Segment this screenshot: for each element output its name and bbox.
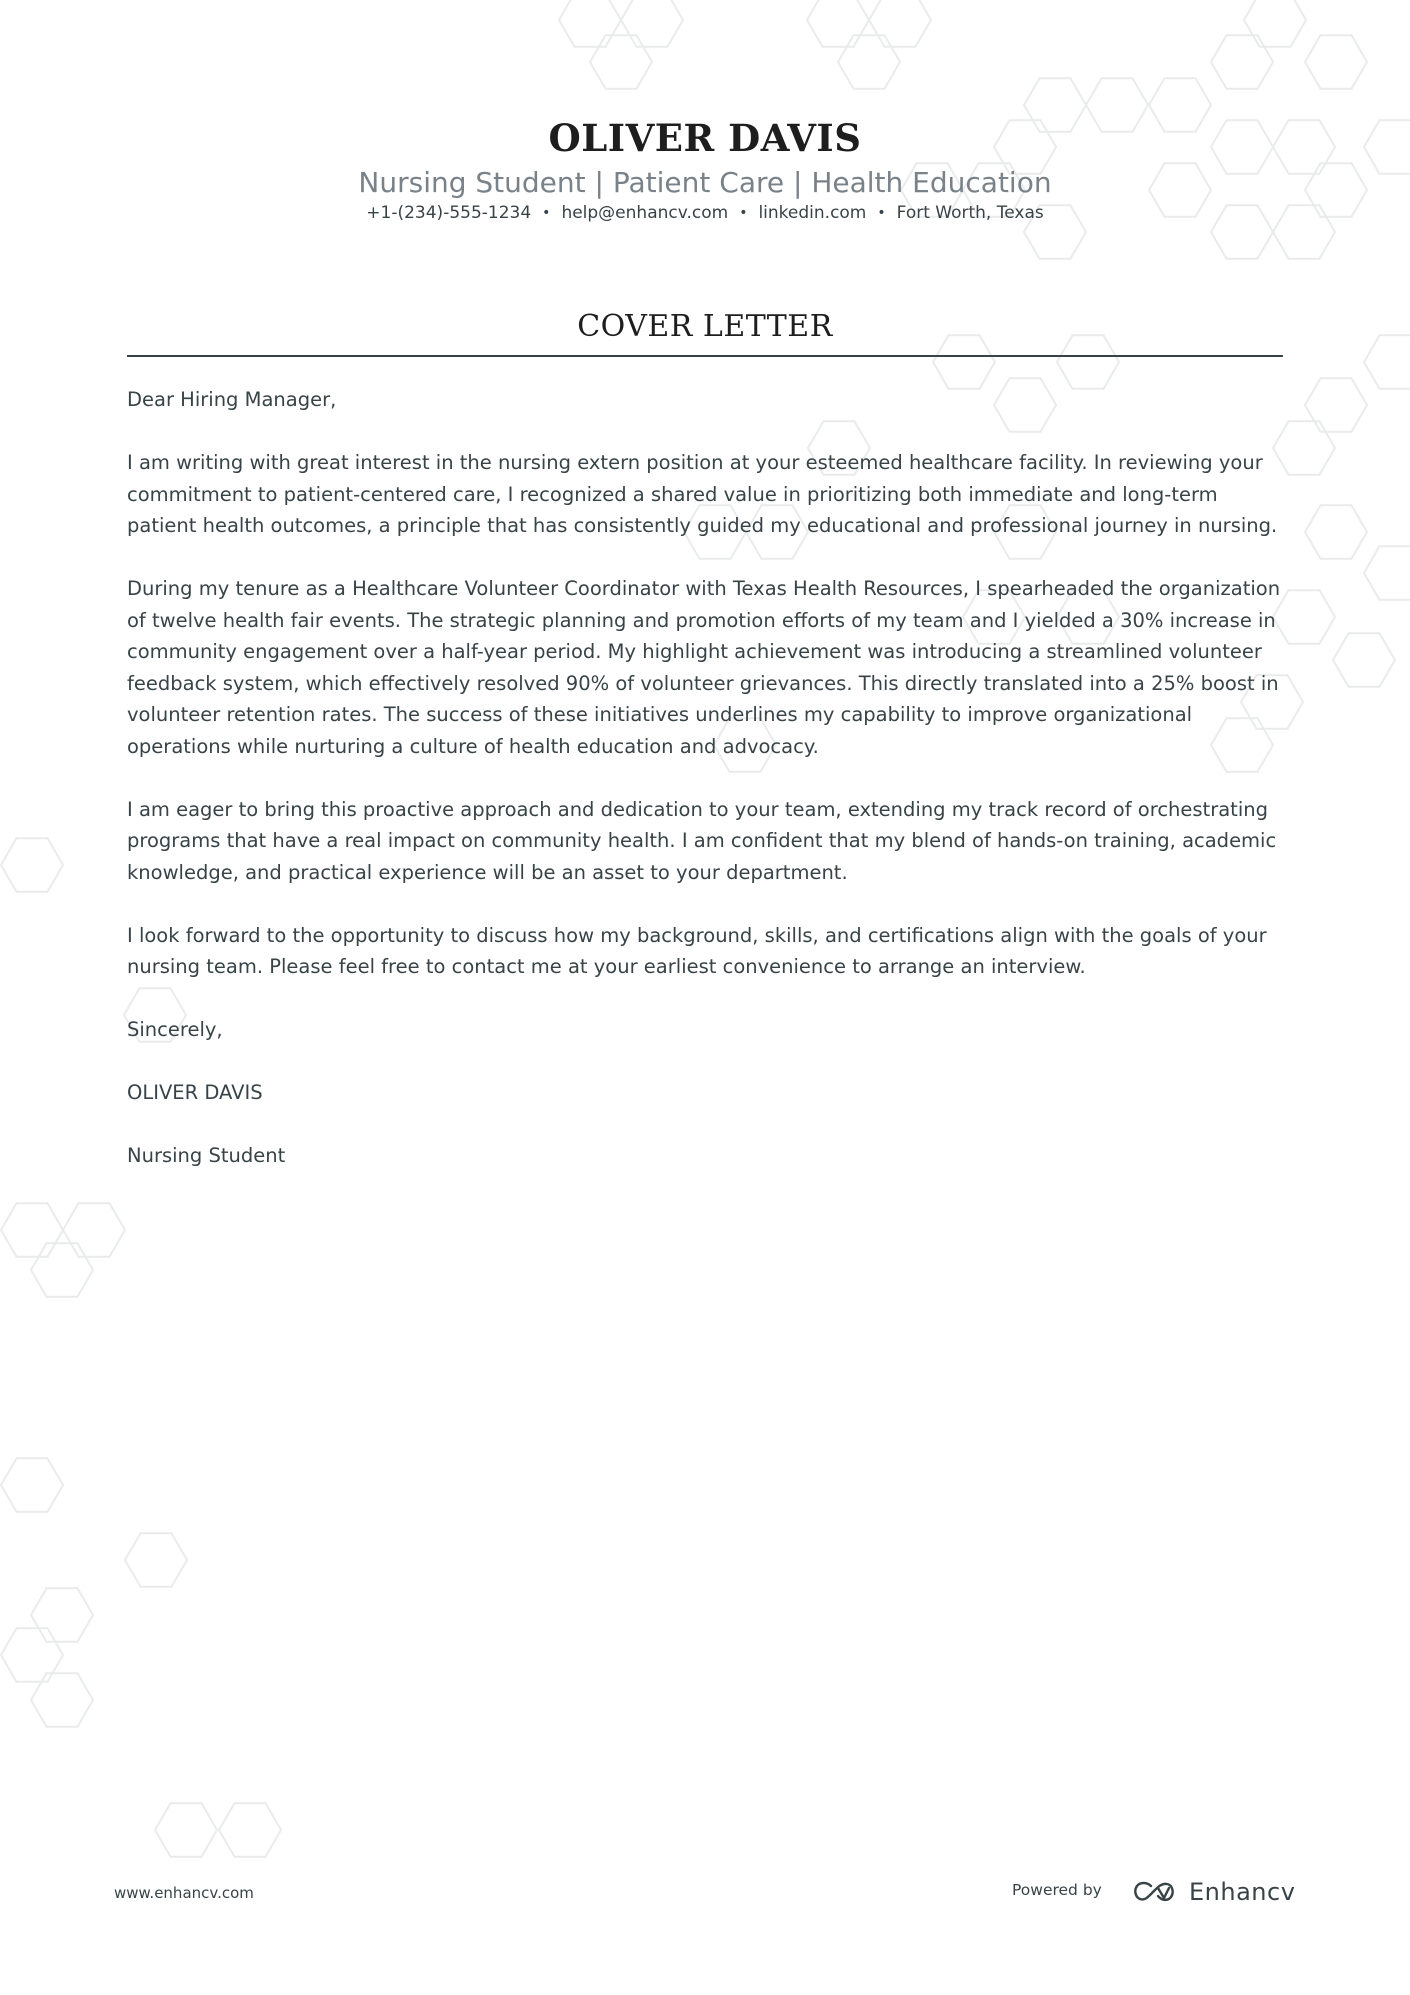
letter-greeting: Dear Hiring Manager, [127,388,337,411]
letter-paragraph: I am writing with great interest in the nursing extern position at your esteemed healthcare facility. In reviewing your commitment to patient-centered care, I recognized a shared value in prioritizing both immediate and long-term patient health outcomes, a principle that has consistently guided my educational and professional journey in nursing. [127,451,1278,537]
contact-info [0,201,1410,225]
contact-separator: • [877,205,886,221]
signature-name: OLIVER DAVIS [127,1081,263,1104]
signature-title: Nursing Student [127,1144,286,1167]
section-divider [127,355,1283,357]
enhancv-logo-icon [1131,1879,1177,1905]
enhancv-brand[interactable] [1131,1875,1295,1909]
letter-body [127,384,1287,1203]
contact-separator: • [739,205,748,221]
contact-separator: • [542,205,551,221]
applicant-headline: Nursing Student | Patient Care | Health Education [358,166,1052,199]
letter-paragraph: During my tenure as a Healthcare Volunteer Coordinator with Texas Health Resources, I spearheaded the organization of twelve health fair events. The strategic planning and promotion efforts of my team and I yielded a 30% increase in community engagement over a half-year period. My highlight achievement was introducing a streamlined volunteer feedback system, which effectively resolved 90% of volunteer grievances. This directly translated into a 25% boost in volunteer retention rates. The success of these initiatives underlines my capability to improve organizational operations while nurturing a culture of health education and advocacy. [127,577,1281,758]
footer-website-link[interactable]: www.enhancv.com [114,1884,254,1902]
letter-paragraph: I am eager to bring this proactive approach and dedication to your team, extending my track record of orchestrating programs that have a real impact on community health. I am confident that my blend of hands-on training, academic knowledge, and practical experience will be an asset to your department. [127,797,1277,884]
letter-paragraph: I look forward to the opportunity to discuss how my background, skills, and certifications align with the goals of your nursing team. Please feel free to contact me at your earliest convenience to arrange an interview. [127,923,1267,978]
enhancv-brand-name: Enhancv [1189,1878,1296,1906]
phone-number: +1-(234)-555-1234 [366,203,532,223]
applicant-name: OLIVER DAVIS [548,116,862,160]
email-address: help@enhancv.com [561,203,729,223]
location: Fort Worth, Texas [896,203,1044,223]
section-title: COVER LETTER [577,309,833,344]
resume-header [0,112,1410,225]
linkedin-url: linkedin.com [758,203,867,223]
letter-closing: Sincerely, [127,1018,223,1041]
powered-by-label: Powered by [1012,1881,1102,1899]
